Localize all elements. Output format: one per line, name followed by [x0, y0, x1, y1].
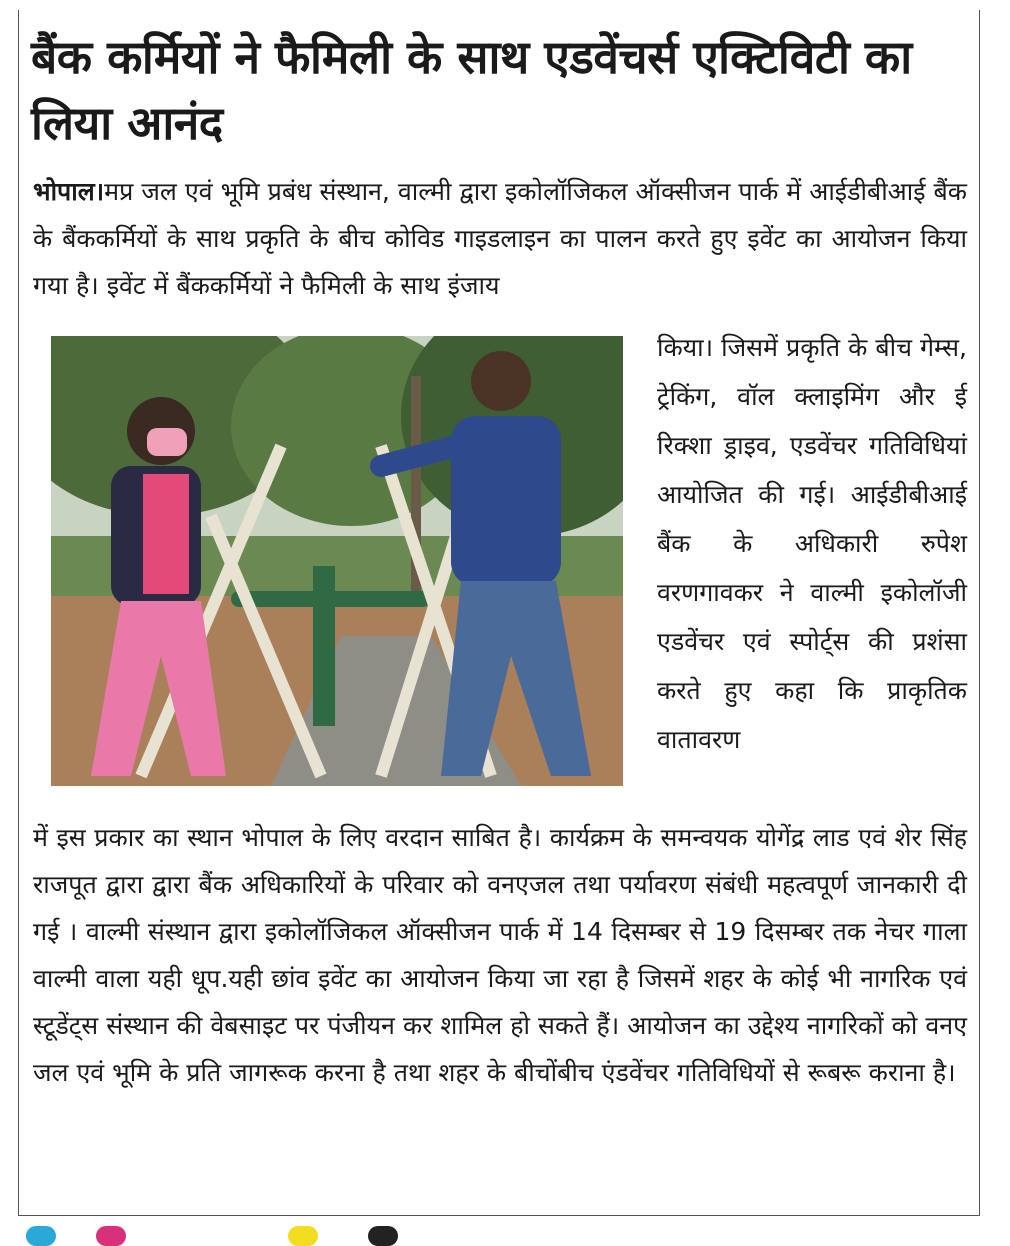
article-side-column: किया। जिसमें प्रकृति के बीच गेम्स, ट्रेकिंग, वॉल क्लाइमिंग और ई रिक्शा ड्राइव, एडवेंचर गतिविधियां आयोजित की गई। आईडीबीआई बैंक के अधिकारी रुपेश वरणगावकर ने वाल्मी इकोलॉजी एडवेंचर एवं स्पोर्ट्स की प्रशंसा करते हुए कहा कि प्राकृतिक वातावरण	[657, 333, 967, 754]
swatch-magenta	[96, 1226, 126, 1246]
man-shirt	[451, 416, 561, 586]
article-headline: बैंक कर्मियों ने फैमिली के साथ एडवेंचर्स एक्टिविटी का लिया आनंद	[31, 30, 912, 150]
news-article	[18, 10, 980, 1216]
article-body-top	[33, 168, 967, 309]
girl-mask	[147, 428, 187, 456]
swatch-black	[368, 1226, 398, 1246]
swatch-cyan	[26, 1226, 56, 1246]
photo-illustration	[51, 336, 623, 786]
body-top-text: मप्र जल एवं भूमि प्रबंध संस्थान, वाल्मी द्वारा इकोलॉजिकल ऑक्सीजन पार्क में आईडीबीआई बैंक के बैंककर्मियों के साथ प्रकृति के बीच कोविड गाइडलाइन का पालन करते हुए इवेंट का आयोजन किया गया है। इवेंट में बैंककर्मियों ने फैमिली के साथ इंजाय	[33, 177, 967, 300]
girl-top	[143, 474, 189, 594]
print-color-registration-bar	[18, 1226, 438, 1236]
equipment-post	[313, 566, 335, 726]
article-photo	[51, 336, 623, 786]
man-head	[471, 351, 531, 411]
dateline: भोपाल।	[33, 177, 105, 206]
article-body-bottom: में इस प्रकार का स्थान भोपाल के लिए वरदान साबित है। कार्यक्रम के समन्वयक योगेंद्र लाड एवं शेर सिंह राजपूत द्वारा द्वारा बैंक अधिकारियों के परिवार को वनएजल तथा पर्यावरण संबंधी महत्वपूर्ण जानकारी दी गई । वाल्मी संस्थान द्वारा इकोलॉजिकल ऑक्सीजन पार्क में 14 दिसम्बर से 19 दिसम्बर तक नेचर गाला वाल्मी वाला यही धूप.यही छांव इवेंट का आयोजन किया जा रहा है जिसमें शहर के कोई भी नागरिक एवं स्टूडेंट्स संस्थान की वेबसाइट पर पंजीयन कर शामिल हो सकते हैं। आयोजन का उद्देश्य नागरिकों को वनए जल एवं भूमि के प्रति जागरूक करना है तथा शहर के बीचोंबीच एंडवेंचर गतिविधियों से रूबरू कराना है।	[33, 823, 967, 1087]
swatch-yellow	[288, 1226, 318, 1246]
equipment-bar	[231, 591, 431, 607]
